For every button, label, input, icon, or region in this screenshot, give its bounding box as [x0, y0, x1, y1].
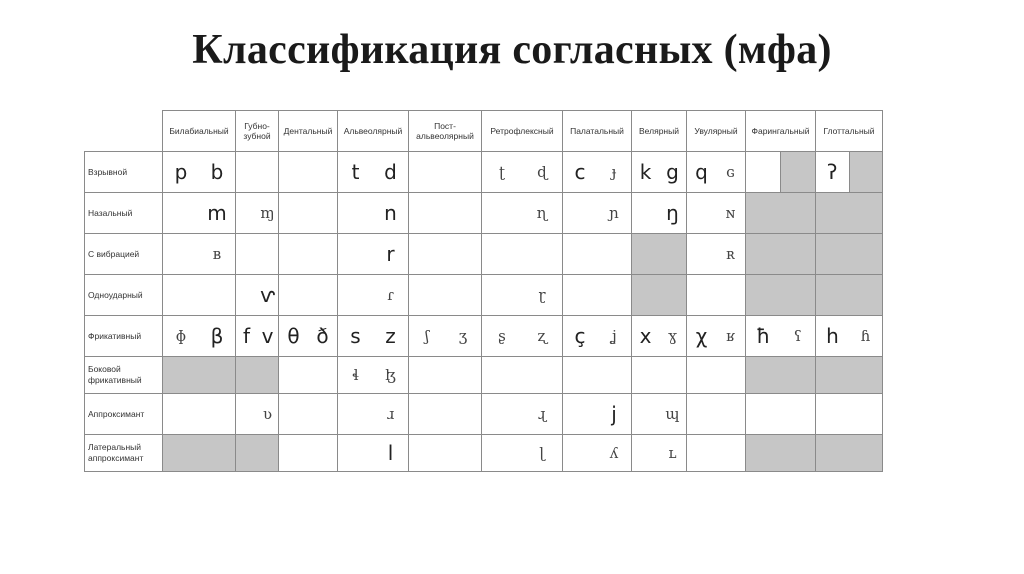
column-header: Губно-зубной	[236, 111, 279, 152]
table-cell	[482, 357, 563, 394]
table-row	[85, 152, 883, 193]
table-cell	[746, 234, 816, 275]
table-cell	[563, 275, 632, 316]
ipa-symbol: ɰ	[665, 404, 680, 423]
ipa-symbol: ɮ	[385, 365, 396, 384]
table-cell	[632, 193, 687, 234]
ipa-symbol: ɣ	[668, 326, 677, 345]
column-header: Велярный	[632, 111, 687, 152]
ipa-symbol: ʂ	[498, 326, 506, 345]
ipa-symbol: ɸ	[175, 326, 187, 345]
ipa-symbol: ħ	[756, 324, 771, 348]
table-cell	[816, 275, 883, 316]
table-row	[85, 275, 883, 316]
table-cell	[563, 316, 632, 357]
column-header: Глоттальный	[816, 111, 883, 152]
ipa-symbol: ʈ	[498, 162, 506, 181]
table-cell	[236, 193, 279, 234]
column-header: Пост-альвеолярный	[409, 111, 482, 152]
table-row	[85, 357, 883, 394]
ipa-symbol: ʐ	[537, 326, 547, 345]
table-cell	[338, 152, 409, 193]
table-cell	[816, 435, 883, 472]
table-cell	[632, 435, 687, 472]
row-header: Назальный	[85, 193, 163, 234]
table-cell	[279, 435, 338, 472]
ipa-symbol: s	[350, 324, 361, 348]
table-row	[85, 435, 883, 472]
table-cell	[632, 394, 687, 435]
ipa-symbol: ʒ	[458, 326, 468, 345]
table-cell	[409, 152, 482, 193]
table-cell	[746, 316, 816, 357]
table-cell	[279, 357, 338, 394]
table-cell	[563, 394, 632, 435]
ipa-symbol: c	[574, 160, 586, 184]
table-cell	[687, 316, 746, 357]
column-header: Фарингальный	[746, 111, 816, 152]
slide-title: Классификация согласных (мфа)	[192, 27, 832, 73]
table-cell	[163, 234, 236, 275]
column-header: Билабиальный	[163, 111, 236, 152]
ipa-symbol	[780, 152, 815, 192]
ipa-symbol: θ	[287, 324, 300, 348]
table-cell	[163, 152, 236, 193]
ipa-symbol: ŋ	[666, 201, 679, 225]
table-cell	[746, 357, 816, 394]
ipa-symbol: ɟ	[611, 162, 617, 181]
table-cell	[746, 152, 816, 193]
table-cell	[482, 316, 563, 357]
ipa-symbol: ɹ	[386, 404, 395, 423]
ipa-symbol: ɱ	[260, 203, 275, 222]
ipa-symbol: χ	[695, 324, 708, 348]
ipa-symbol: r	[386, 242, 395, 266]
table-cell	[409, 435, 482, 472]
table-cell	[236, 394, 279, 435]
table-row	[85, 316, 883, 357]
table-cell	[632, 275, 687, 316]
table-cell	[632, 234, 687, 275]
ipa-symbol: j	[611, 402, 617, 426]
ipa-symbol: ʁ	[726, 326, 735, 345]
table-cell	[409, 394, 482, 435]
table-row	[85, 234, 883, 275]
table-cell	[409, 234, 482, 275]
ipa-symbol: n	[384, 201, 397, 225]
row-header: Латеральный аппроксимант	[85, 435, 163, 472]
table-cell	[746, 275, 816, 316]
column-header: Увулярный	[687, 111, 746, 152]
table-cell	[482, 152, 563, 193]
ipa-symbol: q	[695, 160, 708, 184]
row-header: Боковой фрикативный	[85, 357, 163, 394]
table-cell	[163, 316, 236, 357]
row-header: Фрикативный	[85, 316, 163, 357]
ipa-symbol: v	[261, 324, 274, 348]
table-cell	[482, 394, 563, 435]
table-cell	[632, 316, 687, 357]
table-cell	[687, 152, 746, 193]
table-cell	[236, 152, 279, 193]
ipa-symbol: ʋ	[262, 404, 273, 423]
column-header-row	[85, 111, 883, 152]
ipa-consonant-table	[84, 110, 883, 472]
table-cell	[482, 193, 563, 234]
table-cell	[746, 394, 816, 435]
corner-cell	[85, 111, 163, 152]
table-cell	[563, 435, 632, 472]
ipa-symbol: ɢ	[726, 162, 735, 181]
table-cell	[236, 435, 279, 472]
table-cell	[816, 394, 883, 435]
table-cell	[687, 435, 746, 472]
row-header: Одноударный	[85, 275, 163, 316]
table-cell	[338, 234, 409, 275]
table-cell	[563, 357, 632, 394]
ipa-symbol: ʎ	[609, 443, 619, 462]
table-cell	[816, 316, 883, 357]
table-cell	[409, 275, 482, 316]
table-cell	[236, 275, 279, 316]
table-cell	[687, 275, 746, 316]
table-cell	[482, 234, 563, 275]
table-cell	[746, 435, 816, 472]
ipa-symbol: ɾ	[387, 285, 394, 304]
table-cell	[816, 193, 883, 234]
table-cell	[687, 394, 746, 435]
table-cell	[563, 152, 632, 193]
table-cell	[279, 316, 338, 357]
table-cell	[816, 234, 883, 275]
ipa-symbol: b	[210, 160, 224, 184]
table-cell	[236, 316, 279, 357]
table-cell	[409, 193, 482, 234]
table-cell	[563, 193, 632, 234]
ipa-symbol: ɦ	[860, 326, 871, 345]
table-cell	[338, 435, 409, 472]
column-header: Дентальный	[279, 111, 338, 152]
row-header: Аппроксимант	[85, 394, 163, 435]
table-cell	[279, 275, 338, 316]
ipa-symbol: p	[174, 160, 188, 184]
table-cell	[687, 234, 746, 275]
ipa-symbol: ɲ	[609, 203, 619, 222]
ipa-symbol: ɻ	[537, 404, 547, 423]
ipa-symbol: m	[207, 201, 227, 225]
table-cell	[163, 193, 236, 234]
ipa-symbol: ʃ	[424, 326, 430, 345]
table-cell	[746, 193, 816, 234]
ipa-symbol	[849, 152, 883, 192]
ipa-symbol: t	[351, 160, 360, 184]
ipa-symbol: ɬ	[352, 365, 359, 384]
ipa-symbol: ɴ	[725, 203, 736, 222]
table-cell	[409, 357, 482, 394]
table-row	[85, 394, 883, 435]
ipa-symbol: f	[242, 324, 251, 348]
table-cell	[816, 152, 883, 193]
ipa-symbol: ʀ	[726, 244, 735, 263]
ipa-symbol: g	[666, 160, 679, 184]
ipa-symbol: ʟ	[668, 443, 677, 462]
row-header: С вибрацией	[85, 234, 163, 275]
ipa-symbol: ʝ	[611, 326, 617, 345]
ipa-symbol: k	[639, 160, 652, 184]
ipa-symbol: ʕ	[793, 326, 802, 345]
table-cell	[236, 357, 279, 394]
table-cell	[338, 193, 409, 234]
ipa-symbol: d	[384, 160, 397, 184]
ipa-symbol: ʙ	[212, 244, 222, 263]
table-cell	[279, 152, 338, 193]
table-cell	[236, 234, 279, 275]
column-header: Альвеолярный	[338, 111, 409, 152]
ipa-symbol: l	[387, 441, 394, 465]
table-cell	[409, 316, 482, 357]
table-cell	[338, 275, 409, 316]
table-cell	[632, 152, 687, 193]
ipa-symbol: ɽ	[538, 285, 546, 304]
table-row	[85, 193, 883, 234]
table-cell	[163, 357, 236, 394]
ipa-symbol: ⱱ	[260, 283, 275, 307]
column-header: Палатальный	[563, 111, 632, 152]
ipa-symbol: ɳ	[536, 203, 548, 222]
ipa-symbol: z	[385, 324, 396, 348]
table-cell	[816, 357, 883, 394]
table-cell	[279, 394, 338, 435]
ipa-symbol: β	[210, 324, 224, 348]
table-cell	[687, 193, 746, 234]
table-cell	[338, 357, 409, 394]
ipa-symbol: ʔ	[827, 160, 838, 184]
ipa-symbol: ç	[574, 324, 586, 348]
table-cell	[279, 193, 338, 234]
row-header: Взрывной	[85, 152, 163, 193]
table-cell	[163, 435, 236, 472]
table-cell	[163, 394, 236, 435]
table-cell	[687, 357, 746, 394]
ipa-symbol: x	[639, 324, 652, 348]
table-cell	[632, 357, 687, 394]
table-cell	[482, 275, 563, 316]
table-cell	[338, 316, 409, 357]
ipa-symbol: ɭ	[539, 443, 545, 462]
table-cell	[563, 234, 632, 275]
table-cell	[163, 275, 236, 316]
column-header: Ретрофлексный	[482, 111, 563, 152]
table-cell	[279, 234, 338, 275]
table-cell	[482, 435, 563, 472]
ipa-symbol: h	[826, 324, 839, 348]
table-cell	[338, 394, 409, 435]
ipa-symbol: ð	[316, 324, 329, 348]
ipa-symbol: ɖ	[537, 162, 547, 181]
